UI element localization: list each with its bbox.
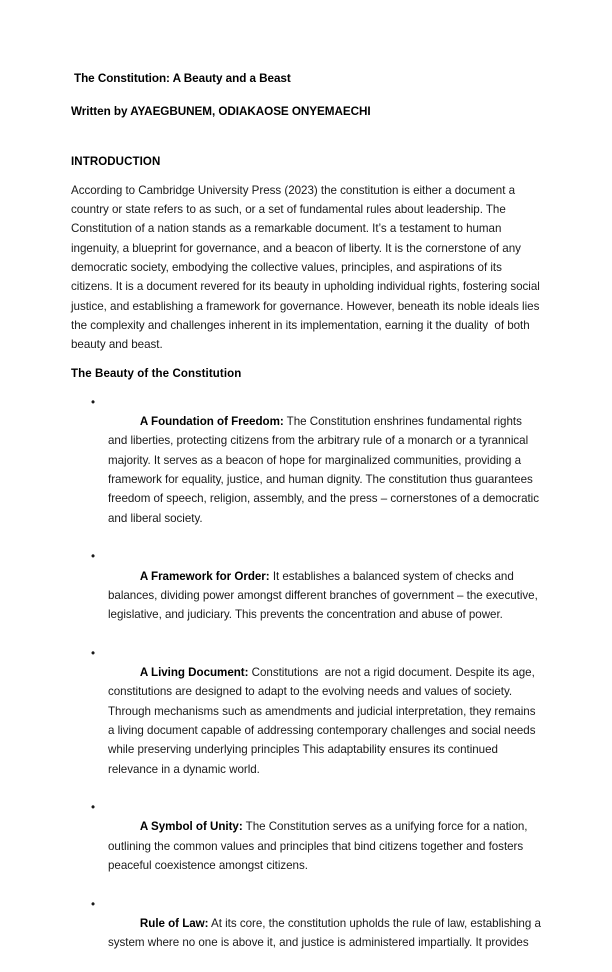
document-content [71, 60, 545, 972]
bullet-text: At its core, the constitution upholds the rule of law, establishing a system where no one is above it, and justice is administered impartially. It provides [108, 916, 545, 950]
author-byline: Written by AYAEGBUNEM, ODIAKAOSE ONYEMAECHI [71, 105, 371, 119]
bullet-point-icon: • [91, 646, 96, 660]
bullet-label: Rule of Law: [139, 916, 209, 930]
bullet-label: A Framework for Order: [139, 569, 270, 583]
introduction-paragraph: According to Cambridge University Press (2023) the constitution is either a document a country or state refers to as such, or a set of fundamental rules about leadership. The Constitution of a nation stands as a remarkable document. It’s a testament to human ingenuity, a blueprint for governance, and a beacon of liberty. It is the cornerstone of any democratic society, embodying the collective values, principles, and aspirations of its citizens. It is a document revered for its beauty in upholding individual rights, fostering social justice, and establishing a framework for governance. However, beneath its noble ideals lies the complexity and challenges inherent in its implementation, earning it the duality of both beauty and beast. [71, 183, 543, 352]
bullet-text: Constitutions are not a rigid document. Despite its age, constitutions are designed to adapt to the evolving needs and values of society. Through mechanisms such as amendments and judicial interpretation, they remains a living document capable of addressing contemporary challenges and social needs while preserving underlying principles This adaptability ensures its continued relevance in a dynamic world. [108, 666, 539, 776]
list-item [71, 895, 545, 972]
bullet-text: The Constitution enshrines fundamental rights and liberties, protecting citizens from the arbitrary rule of a monarch or a tyrannical majority. It serves as a beacon of hope for marginalized communities, providing a framework for equality, justice, and human dignity. The constitution thus guarantees freedom of speech, religion, assembly, and the press – cornerstones of a democratic and liberal society. [108, 415, 543, 525]
beauty-bullet-list [71, 393, 545, 972]
list-item [71, 547, 541, 643]
bullet-point-icon: • [91, 550, 96, 564]
list-item [71, 393, 541, 547]
beauty-heading: The Beauty of the Constitution [71, 367, 242, 380]
bullet-point-icon: • [91, 395, 96, 409]
bullet-label: A Symbol of Unity: [139, 820, 243, 834]
introduction-heading: INTRODUCTION [71, 155, 161, 168]
bullet-label: A Living Document: [139, 666, 249, 680]
list-item [71, 644, 541, 798]
list-item [71, 798, 541, 894]
bullet-text: The Constitution serves as a unifying force for a nation, outlining the common values and principles that bind citizens together and fosters peaceful coexistence amongst citizens. [108, 820, 531, 872]
introduction-section [71, 153, 541, 355]
bullet-point-icon: • [91, 801, 96, 815]
page-title: The Constitution: A Beauty and a Beast [74, 72, 291, 85]
bullet-text: It establishes a balanced system of checks and balances, dividing power amongst different branches of government – the executive, legislative, and judiciary. This prevents the concentration and abuse of power. [108, 569, 541, 622]
bullet-label: A Foundation of Freedom: [139, 415, 284, 429]
beauty-section [71, 365, 545, 972]
bullet-point-icon: • [91, 897, 96, 911]
